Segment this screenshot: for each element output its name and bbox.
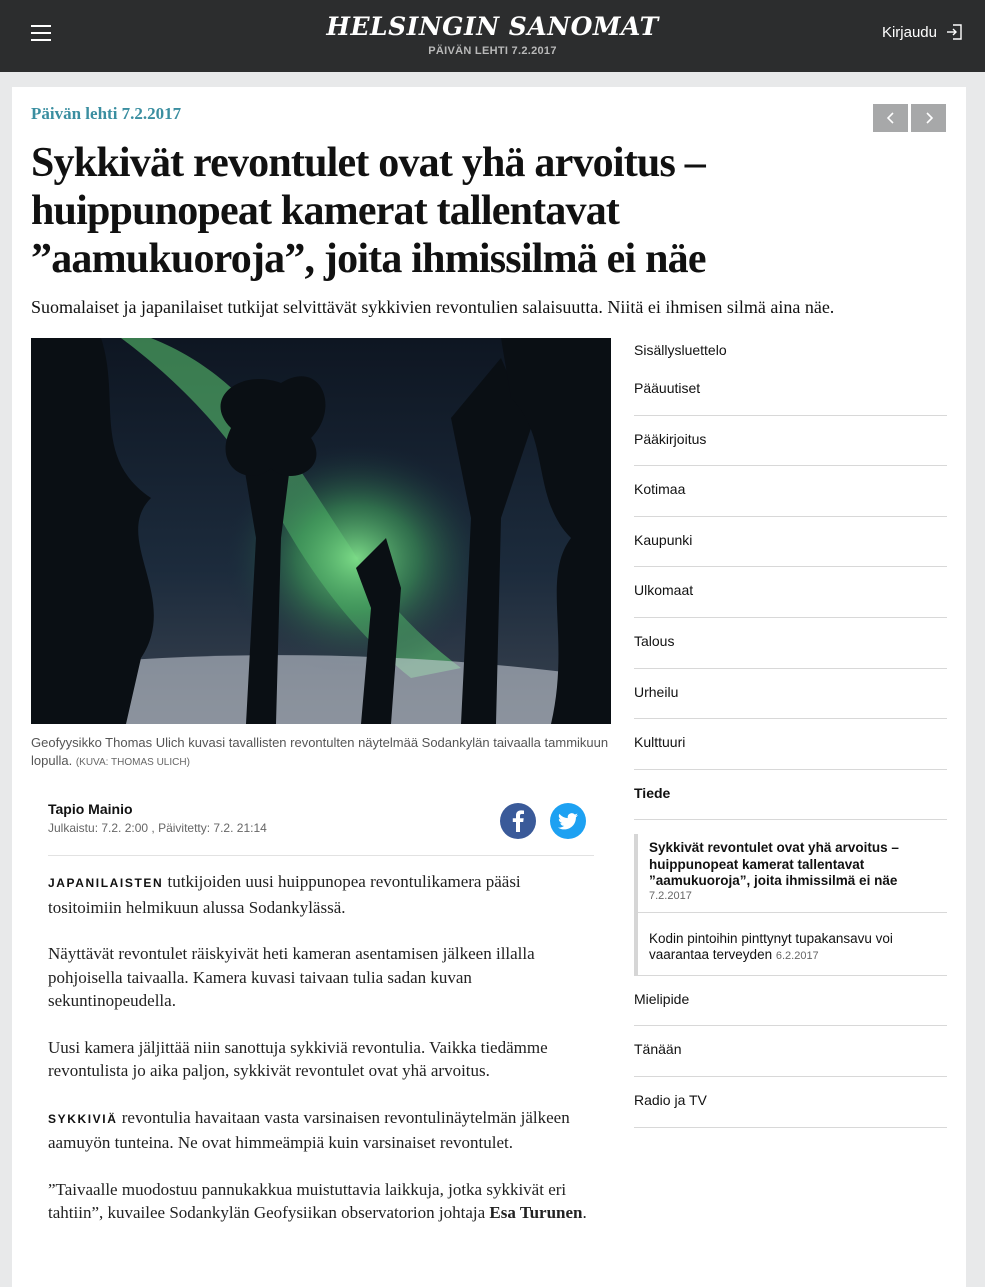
login-button[interactable] — [882, 23, 963, 41]
toc-section[interactable]: Pääuutiset — [634, 365, 947, 416]
photo-caption — [31, 734, 611, 772]
toc-section[interactable]: Radio ja TV — [634, 1077, 947, 1128]
toc-article-current[interactable] — [638, 834, 947, 913]
paragraph: Näyttävät revontulet räiskyivät heti kameran asentamisen jälkeen illalla pohjoisella taivaalla. Kamera kuvasi taivaan tulia sadan kuvan sekuntinopeudella. — [48, 944, 535, 1010]
toc-section[interactable]: Pääkirjoitus — [634, 416, 947, 467]
paragraph-text: ”Taivaalle muodostuu pannukakkua muistuttavia laikkuja, jotka sykkivät eri tahtiin”, kuvailee Sodankylän Geofysiikan observatorion johtaja — [48, 1179, 567, 1222]
table-of-contents — [634, 335, 947, 1128]
toc-article[interactable] — [638, 913, 947, 976]
article-pager — [873, 104, 946, 132]
toc-section[interactable]: Kulttuuri — [634, 719, 947, 770]
paragraph — [48, 870, 598, 919]
article-photo[interactable] — [31, 338, 611, 724]
toc-section[interactable]: Kaupunki — [634, 517, 947, 568]
toc-section[interactable]: Urheilu — [634, 669, 947, 720]
next-article-button[interactable] — [911, 104, 946, 132]
twitter-icon — [558, 813, 578, 830]
toc-article-line — [649, 931, 947, 965]
article-body — [48, 870, 598, 1248]
article-headline: Sykkivät revontulet ovat yhä arvoitus – huippunopeat kamerat tallentavat ”aamukuoroja”, joita ihmissilmä ei näe — [31, 140, 706, 282]
toc-article-title: Sykkivät revontulet ovat yhä arvoitus – huippunopeat kamerat tallentavat ”aamukuoroja”, joita ihmissilmä ei näe — [649, 840, 899, 889]
toc-subsection — [634, 834, 947, 976]
author-name[interactable]: Tapio Mainio — [48, 801, 133, 817]
lead-in-caps: SYKKIVIÄ — [48, 1111, 118, 1126]
toc-title: Sisällysluettelo — [634, 342, 727, 358]
paragraph-text: tutkijoiden uusi huippunopea revontulikamera pääsi tositoimiin helmikuun alussa Sodankylässä. — [48, 872, 521, 917]
article-card — [12, 87, 966, 1287]
login-label: Kirjaudu — [881, 23, 937, 41]
facebook-icon — [511, 810, 525, 832]
article-lead: Suomalaiset ja japanilaiset tutkijat selvittävät sykkivien revontulien salaisuutta. Niitä ei ihmisen silmä aina näe. — [31, 297, 835, 317]
toc-section[interactable]: Ulkomaat — [634, 567, 947, 618]
site-logo[interactable]: HELSINGIN SANOMAT — [326, 12, 659, 41]
facebook-share-button[interactable] — [500, 803, 536, 839]
publish-dates: Julkaistu: 7.2. 2:00 , Päivitetty: 7.2. 21:14 — [48, 821, 267, 835]
paragraph-text: . — [582, 1203, 587, 1222]
caption-text: Geofyysikko Thomas Ulich kuvasi tavallisten revontulten näytelmää Sodankylän taivaalla tammikuun lopulla. — [31, 735, 609, 768]
chevron-left-icon — [886, 111, 896, 125]
toc-section[interactable]: Tänään — [634, 1026, 947, 1077]
photo-credit: (KUVA: THOMAS ULICH) — [75, 757, 190, 768]
issue-label: PÄIVÄN LEHTI 7.2.2017 — [428, 45, 557, 57]
top-bar — [0, 0, 985, 72]
toc-section-active[interactable]: Tiede — [634, 770, 947, 821]
lead-in-caps: JAPANILAISTEN — [48, 876, 164, 890]
toc-section[interactable]: Talous — [634, 618, 947, 669]
share-buttons — [500, 803, 586, 839]
toc-section[interactable]: Mielipide — [634, 976, 947, 1027]
paragraph-text: revontulia havaitaan vasta varsinaisen revontulinäytelmän jälkeen aamuyön tunteina. Ne ovat himmeämpiä kuin varsinaiset revontulet. — [48, 1107, 570, 1152]
toc-article-title: Kodin pintoihin pinttynyt tupakansavu voi vaarantaa terveyden — [649, 930, 893, 963]
previous-article-button[interactable] — [873, 104, 908, 132]
paragraph — [48, 1106, 598, 1155]
paragraph — [48, 1178, 598, 1225]
toc-article-date: 7.2.2017 — [649, 889, 692, 902]
chevron-right-icon — [924, 111, 934, 125]
person-name: Esa Turunen — [489, 1203, 583, 1222]
toc-section[interactable]: Kotimaa — [634, 466, 947, 517]
twitter-share-button[interactable] — [550, 803, 586, 839]
byline — [48, 801, 596, 853]
login-icon — [945, 23, 963, 41]
issue-dateline[interactable]: Päivän lehti 7.2.2017 — [31, 104, 182, 123]
aurora-photo-image — [31, 338, 611, 724]
byline-divider — [48, 855, 594, 856]
paragraph: Uusi kamera jäljittää niin sanottuja sykkiviä revontulia. Vaikka tiedämme revontulista jo aika paljon, sykkivät revontulet ovat yhä arvoitus. — [48, 1037, 548, 1080]
toc-article-date: 6.2.2017 — [775, 950, 819, 963]
